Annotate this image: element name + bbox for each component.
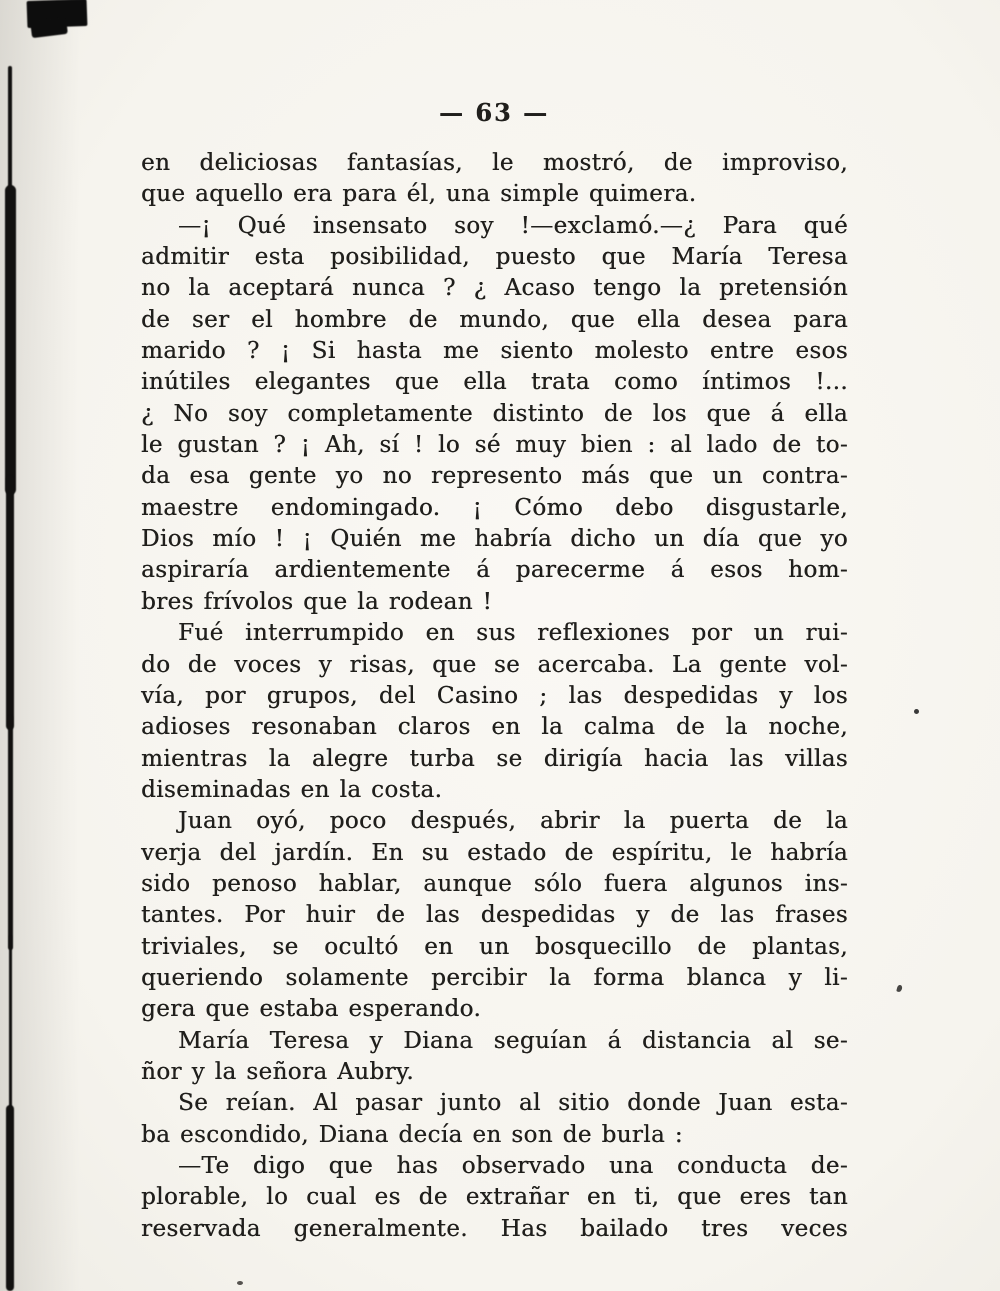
- text-line: diseminadas en la costa.: [141, 776, 443, 803]
- text-line: ñor y la señora Aubry.: [141, 1058, 414, 1085]
- text-line: tantes. Por huir de las despedidas y de las frases: [141, 902, 848, 929]
- binding-shadow-mark: [8, 66, 12, 201]
- text-line: Se reían. Al pasar junto al sitio donde Juan esta-: [178, 1090, 848, 1117]
- text-line: Juan oyó, poco después, abrir la puerta de la: [178, 808, 848, 835]
- text-line: Dios mío ! ¡ Quién me habría dicho un día que yo: [141, 526, 848, 553]
- paragraph: [141, 148, 848, 211]
- text-line: que aquello era para él, una simple quimera.: [141, 181, 697, 208]
- text-line: gera que estaba esperando.: [141, 996, 482, 1023]
- text-line: bres frívolos que la rodean !: [141, 588, 493, 615]
- text-line: admitir esta posibilidad, puesto que María Teresa: [141, 244, 848, 271]
- text-line: da esa gente yo no represento más que un contra-: [141, 463, 848, 490]
- text-line: en deliciosas fantasías, le mostró, de improviso,: [141, 150, 848, 176]
- scan-speck: [914, 709, 919, 714]
- text-line: no la aceptará nunca ? ¿ Acaso tengo la pretensión: [141, 275, 848, 302]
- text-line: reservada generalmente. Has bailado tres veces: [141, 1215, 848, 1242]
- text-line: triviales, se ocultó en un bosquecillo de plantas,: [141, 933, 848, 960]
- text-line: verja del jardín. En su estado de espíritu, le habría: [141, 839, 848, 866]
- scan-speck: [896, 984, 903, 992]
- paragraph: [141, 1026, 848, 1089]
- paragraph: [141, 806, 848, 1025]
- binding-shadow-mark: [5, 185, 16, 495]
- text-line: —Te digo que has observado una conducta de-: [178, 1153, 848, 1179]
- binding-shadow-mark: [8, 715, 13, 950]
- text-line: vía, por grupos, del Casino ; las despedidas y los: [141, 682, 848, 709]
- paragraph: [141, 1151, 848, 1245]
- scan-ink-blot: [30, 17, 68, 38]
- page-text: [141, 148, 848, 1245]
- text-line: aspiraría ardientemente á parecerme á esos hom-: [141, 557, 848, 584]
- binding-shadow-mark: [6, 1105, 14, 1291]
- text-line: sido penoso hablar, aunque sólo fuera algunos ins-: [141, 870, 848, 897]
- paragraph: [141, 1088, 848, 1151]
- text-line: do de voces y risas, que se acercaba. La gente vol-: [141, 651, 848, 678]
- text-line: María Teresa y Diana seguían á distancia al se-: [178, 1027, 848, 1054]
- text-line: ¿ No soy completamente distinto de los que á ella: [141, 400, 848, 427]
- paragraph: [141, 618, 848, 806]
- text-line: inútiles elegantes que ella trata como íntimos !...: [141, 369, 848, 396]
- text-line: plorable, lo cual es de extrañar en ti, que eres tan: [141, 1184, 848, 1211]
- text-line: de ser el hombre de mundo, que ella desea para: [141, 306, 848, 333]
- text-line: —¡ Qué insensato soy !—exclamó.—¿ Para qué: [178, 212, 848, 239]
- text-line: adioses resonaban claros en la calma de la noche,: [141, 714, 848, 741]
- text-line: marido ? ¡ Si hasta me siento molesto entre esos: [141, 338, 848, 365]
- paragraph: [141, 211, 848, 618]
- binding-shadow-mark: [9, 935, 12, 1120]
- scan-speck: [237, 1281, 243, 1285]
- text-line: Fué interrumpido en sus reflexiones por un rui-: [178, 620, 848, 647]
- text-line: queriendo solamente percibir la forma blanca y li-: [141, 964, 848, 991]
- text-line: le gustan ? ¡ Ah, sí ! lo sé muy bien : al lado de to-: [141, 432, 848, 459]
- text-line: mientras la alegre turba se dirigía hacia las villas: [141, 745, 848, 772]
- page-number: — 63 —: [438, 98, 550, 127]
- text-line: maestre endomingado. ¡ Cómo debo disgustarle,: [141, 494, 848, 521]
- text-line: ba escondido, Diana decía en son de burla :: [141, 1121, 683, 1148]
- binding-shadow-mark: [6, 475, 14, 730]
